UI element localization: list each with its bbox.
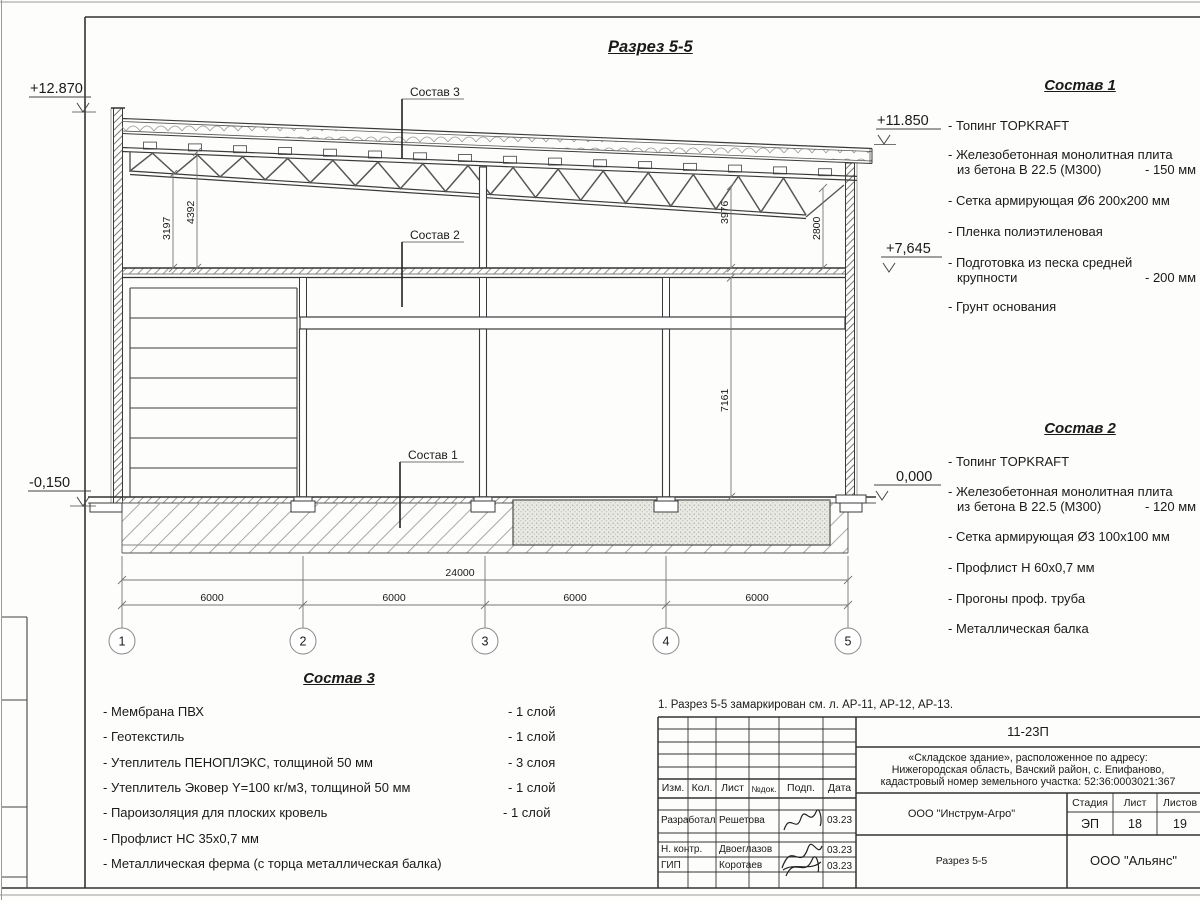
spec-item-value: - 3 слоя xyxy=(508,755,556,770)
spec-item-value: - 200 мм xyxy=(1145,270,1197,285)
titleblock-name: Решетова xyxy=(719,815,765,826)
spec-item-value: - 120 мм xyxy=(1145,499,1197,514)
spec-item-value: - 1 слой xyxy=(508,704,556,719)
column-stubs xyxy=(300,278,670,318)
dim-3976: 3976 xyxy=(719,200,731,224)
spec-item: - Профлист НС 35х0,7 мм xyxy=(103,831,259,846)
spec-item-line2: из бетона В 22.5 (М300) xyxy=(957,162,1102,177)
dim-4392: 4392 xyxy=(185,200,197,224)
axis-3: 3 xyxy=(481,634,489,649)
elevation-value-ground-right: 0,000 xyxy=(896,469,933,485)
upper-column-axis3 xyxy=(480,167,487,268)
titleblock-col-izm: Изм. xyxy=(661,782,685,794)
spec-item: - Профлист Н 60х0,7 мм xyxy=(948,560,1095,575)
svg-text:Состав 1: Состав 1 xyxy=(408,448,458,462)
axis-5: 5 xyxy=(844,634,852,649)
spec-item-value: - 1 слой xyxy=(503,805,551,820)
dim-total: 24000 xyxy=(445,567,475,579)
spec-item: - Железобетонная монолитная плита xyxy=(948,147,1173,162)
axis-1: 1 xyxy=(118,634,126,649)
titleblock-address-3: кадастровый номер земельного участка: 52:36:0003021:367 xyxy=(880,776,1176,788)
titleblock-col-kol: Кол. xyxy=(691,782,713,794)
spec-item-value: - 1 слой xyxy=(508,729,556,744)
titleblock-col-data: Дата xyxy=(827,782,852,794)
elevation-value-roof: +11.850 xyxy=(877,113,929,129)
spec3-title: Состав 3 xyxy=(303,670,375,687)
spec-item: - Пленка полиэтиленовая xyxy=(948,224,1103,239)
titleblock-org: ООО "Инструм-Агро" xyxy=(907,808,1016,820)
elevation-ground-left xyxy=(28,491,96,506)
titleblock-address-1: «Складское здание», расположенное по адресу: xyxy=(908,752,1148,764)
dim-bay-2: 6000 xyxy=(382,592,406,604)
dim-bay-3: 6000 xyxy=(563,592,587,604)
titleblock-role: Н. контр. xyxy=(661,844,703,855)
spec-item-line2: из бетона В 22.5 (М300) xyxy=(957,499,1102,514)
dim-bay-4: 6000 xyxy=(745,592,769,604)
left-wall xyxy=(111,108,125,503)
spec-item: - Геотекстиль xyxy=(103,729,185,744)
elevation-value-mezzanine: +7,645 xyxy=(886,241,931,257)
roof-package xyxy=(122,119,872,164)
titleblock-stage-label: Стадия xyxy=(1072,797,1108,809)
titleblock-sheet-title: Разрез 5-5 xyxy=(935,855,988,867)
spec-item-value: - 150 мм xyxy=(1145,162,1197,177)
mezzanine-beam xyxy=(300,317,845,329)
dim-bay-1: 6000 xyxy=(200,592,224,604)
spec-item: - Сетка армирующая Ø6 200х200 мм xyxy=(948,193,1170,208)
spec-item: - Сетка армирующая Ø3 100х100 мм xyxy=(948,529,1170,544)
right-wall xyxy=(846,163,858,503)
dim-3197: 3197 xyxy=(161,216,173,240)
titleblock-name: Коротаев xyxy=(719,860,763,871)
spec-item: - Топинг TOPKRAFT xyxy=(948,454,1070,469)
spec-item: - Железобетонная монолитная плита xyxy=(948,484,1173,499)
spec-item: - Металлическая балка xyxy=(948,621,1089,636)
titleblock-sheet-value: 18 xyxy=(1128,817,1142,831)
spec-item: - Пароизоляция для плоских кровель xyxy=(103,805,328,820)
spec-item-line2: крупности xyxy=(957,270,1018,285)
titleblock-role: Разработал xyxy=(661,815,716,826)
spec-item-value: - 1 слой xyxy=(508,780,556,795)
spec-item: - Прогоны проф. труба xyxy=(948,591,1086,606)
elevation-parapet-left xyxy=(29,97,96,112)
titleblock-name: Двоеглазов xyxy=(719,844,773,855)
mezzanine-slab xyxy=(122,268,845,278)
dim-7161: 7161 xyxy=(719,388,731,412)
rack-shelves xyxy=(130,288,297,497)
dim-2800: 2800 xyxy=(811,216,823,240)
titleblock-sheet-label: Лист xyxy=(1123,797,1147,809)
elevation-ground-right xyxy=(874,485,941,500)
titleblock-date: 03.23 xyxy=(826,845,853,856)
spec-item: - Грунт основания xyxy=(948,299,1057,314)
spec-item: - Мембрана ПВХ xyxy=(103,704,204,719)
titleblock-doc-number: 11-23П xyxy=(1007,724,1049,739)
axis-bubbles xyxy=(109,628,861,654)
elevation-mezzanine-right xyxy=(881,257,942,272)
drawing-note: 1. Разрез 5-5 замаркирован см. л. АР-11, АР-12, АР-13. xyxy=(658,699,954,711)
titleblock-date: 03.23 xyxy=(826,815,853,826)
spec-item: - Топинг TOPKRAFT xyxy=(948,118,1070,133)
elevation-value-parapet: +12.870 xyxy=(30,81,83,97)
elevation-roof-right xyxy=(874,129,941,145)
titleblock-role: ГИП xyxy=(661,860,681,871)
titleblock-sheets-value: 19 xyxy=(1173,817,1187,831)
svg-text:Состав 2: Состав 2 xyxy=(410,228,460,242)
signature-gip xyxy=(783,857,821,876)
titleblock-col-ndok: №док. xyxy=(751,784,777,794)
page-title: Разрез 5-5 xyxy=(608,38,693,56)
spec2-title: Состав 2 xyxy=(1044,420,1116,437)
titleblock-stage-value: ЭП xyxy=(1081,817,1099,831)
titleblock-address-2: Нижегородская область, Вачский район, с. Епифаново, xyxy=(891,764,1165,776)
signatures xyxy=(782,810,822,876)
spec-item: - Утеплитель ПЕНОПЛЭКС, толщиной 50 мм xyxy=(103,755,373,770)
spec1-title: Состав 1 xyxy=(1044,77,1116,94)
margin-stamp-boxes xyxy=(2,617,27,888)
signature-razrabotal xyxy=(784,810,821,830)
titleblock-col-list: Лист xyxy=(721,782,744,794)
elevation-value-ground-left: -0,150 xyxy=(29,475,71,491)
titleblock-company: ООО "Альянс" xyxy=(1090,853,1177,868)
titleblock-col-podp: Подп. xyxy=(787,782,815,794)
dimension-chain xyxy=(118,556,852,628)
spec-item: - Подготовка из песка средней xyxy=(948,255,1133,270)
spec-item: - Утеплитель Эковер Y=100 кг/м3, толщиной 50 мм xyxy=(103,780,411,795)
titleblock-sheets-label: Листов xyxy=(1162,797,1198,809)
axis-4: 4 xyxy=(662,634,670,649)
spec-item: - Металлическая ферма (с торца металлическая балка) xyxy=(103,856,442,871)
svg-text:Состав 3: Состав 3 xyxy=(410,85,460,99)
ground-columns xyxy=(300,329,670,497)
titleblock-date: 03.23 xyxy=(826,861,853,872)
axis-2: 2 xyxy=(299,634,307,649)
